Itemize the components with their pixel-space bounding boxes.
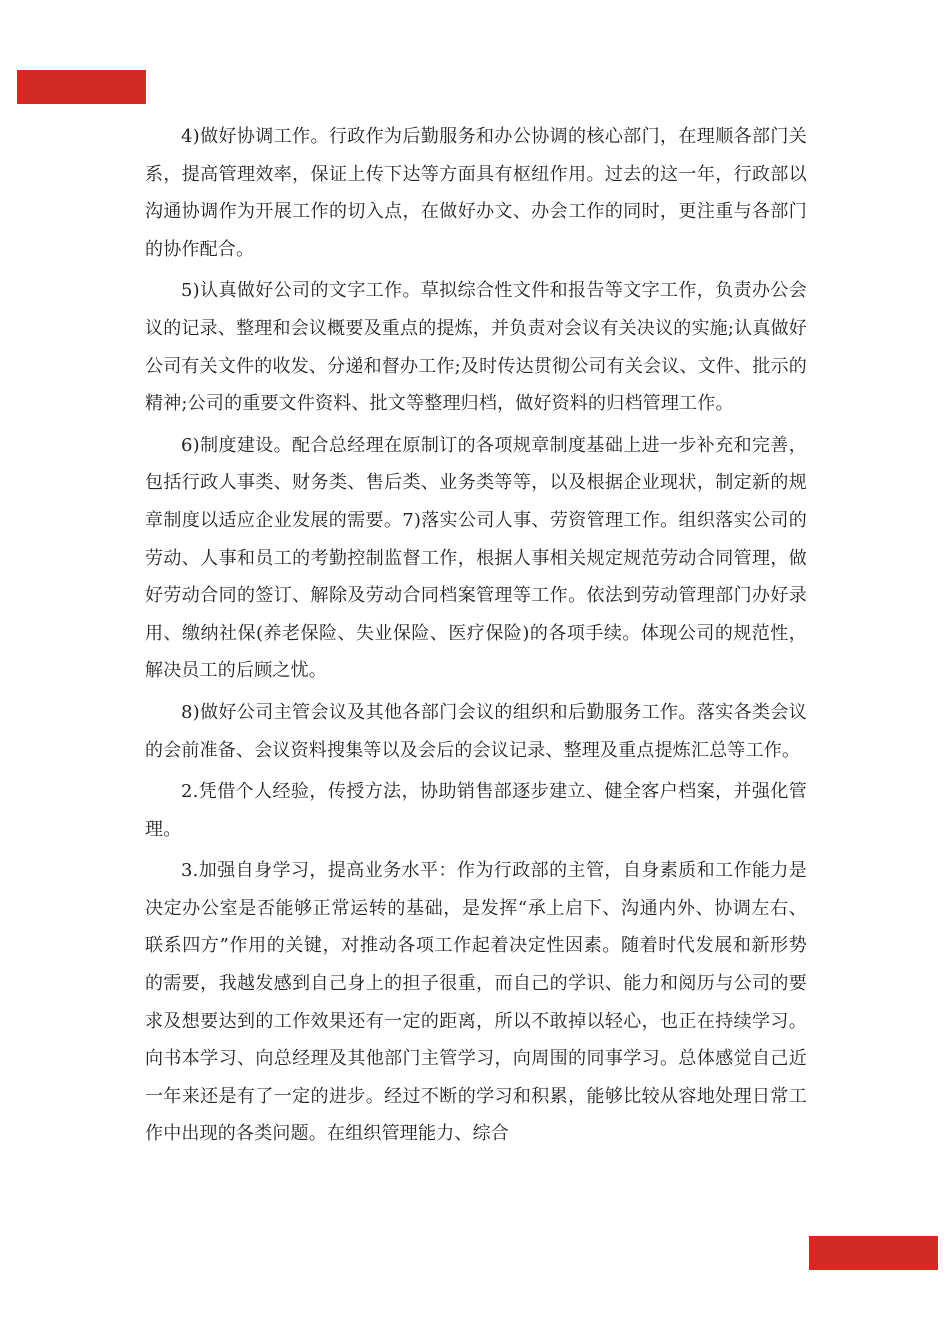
paragraph-self-learning: 3.加强自身学习，提高业务水平：作为行政部的主管，自身素质和工作能力是决定办公室是否能够正常运转的基础，是发挥“承上启下、沟通内外、协调左右、联系四方”作用的关键，对推动各项工作起着决定性因素。随着时代发展和新形势的需要，我越发感到自己身上的担子很重，而自己的学识、能力和阅历与公司的要求及想要达到的工作效果还有一定的距离，所以不敢掉以轻心，也正在持续学习。向书本学习、向总经理及其他部门主管学习，向周围的同事学习。总体感觉自己近一年来还是有了一定的进步。经过不断的学习和积累，能够比较从容地处理日常工作中出现的各类问题。在组织管理能力、综合 <box>145 860 807 1145</box>
paragraph-meeting-services: 8)做好公司主管会议及其他各部门会议的组织和后勤服务工作。落实各类会议的会前准备、会议资料搜集等以及会后的会议记录、整理及重点提炼汇总等工作。 <box>145 701 807 761</box>
paragraph-system-building: 6)制度建设。配合总经理在原制订的各项规章制度基础上进一步补充和完善，包括行政人事类、财务类、售后类、业务类等等，以及根据企业现状，制定新的规章制度以适应企业发展的需要。7)落实公司人事、劳资管理工作。组织落实公司的劳动、人事和员工的考勤控制监督工作，根据人事相关规定规范劳动合同管理，做好劳动合同的签订、解除及劳动合同档案管理等工作。依法到劳动管理部门办好录用、缴纳社保(养老保险、失业保险、医疗保险)的各项手续。体现公司的规范性，解决员工的后顾之忧。 <box>145 434 807 682</box>
header-accent-bar <box>17 70 146 104</box>
paragraph-customer-files: 2.凭借个人经验，传授方法，协助销售部逐步建立、健全客户档案，并强化管理。 <box>145 781 807 840</box>
paragraph-writing-work: 5)认真做好公司的文字工作。草拟综合性文件和报告等文字工作，负责办公会议的记录、整理和会议概要及重点的提炼，并负责对会议有关决议的实施;认真做好公司有关文件的收发、分递和督办工作;及时传达贯彻公司有关会议、文件、批示的精神;公司的重要文件资料、批文等整理归档，做好资料的归档管理工作。 <box>145 280 807 415</box>
footer-accent-bar <box>809 1236 938 1270</box>
paragraph-coordination: 4)做好协调工作。行政作为后勤服务和办公协调的核心部门，在理顺各部门关系，提高管理效率，保证上传下达等方面具有枢纽作用。过去的这一年，行政部以沟通协调作为开展工作的切入点，在做好办文、办会工作的同时，更注重与各部门的协作配合。 <box>145 126 807 260</box>
document-body <box>145 118 807 1157</box>
